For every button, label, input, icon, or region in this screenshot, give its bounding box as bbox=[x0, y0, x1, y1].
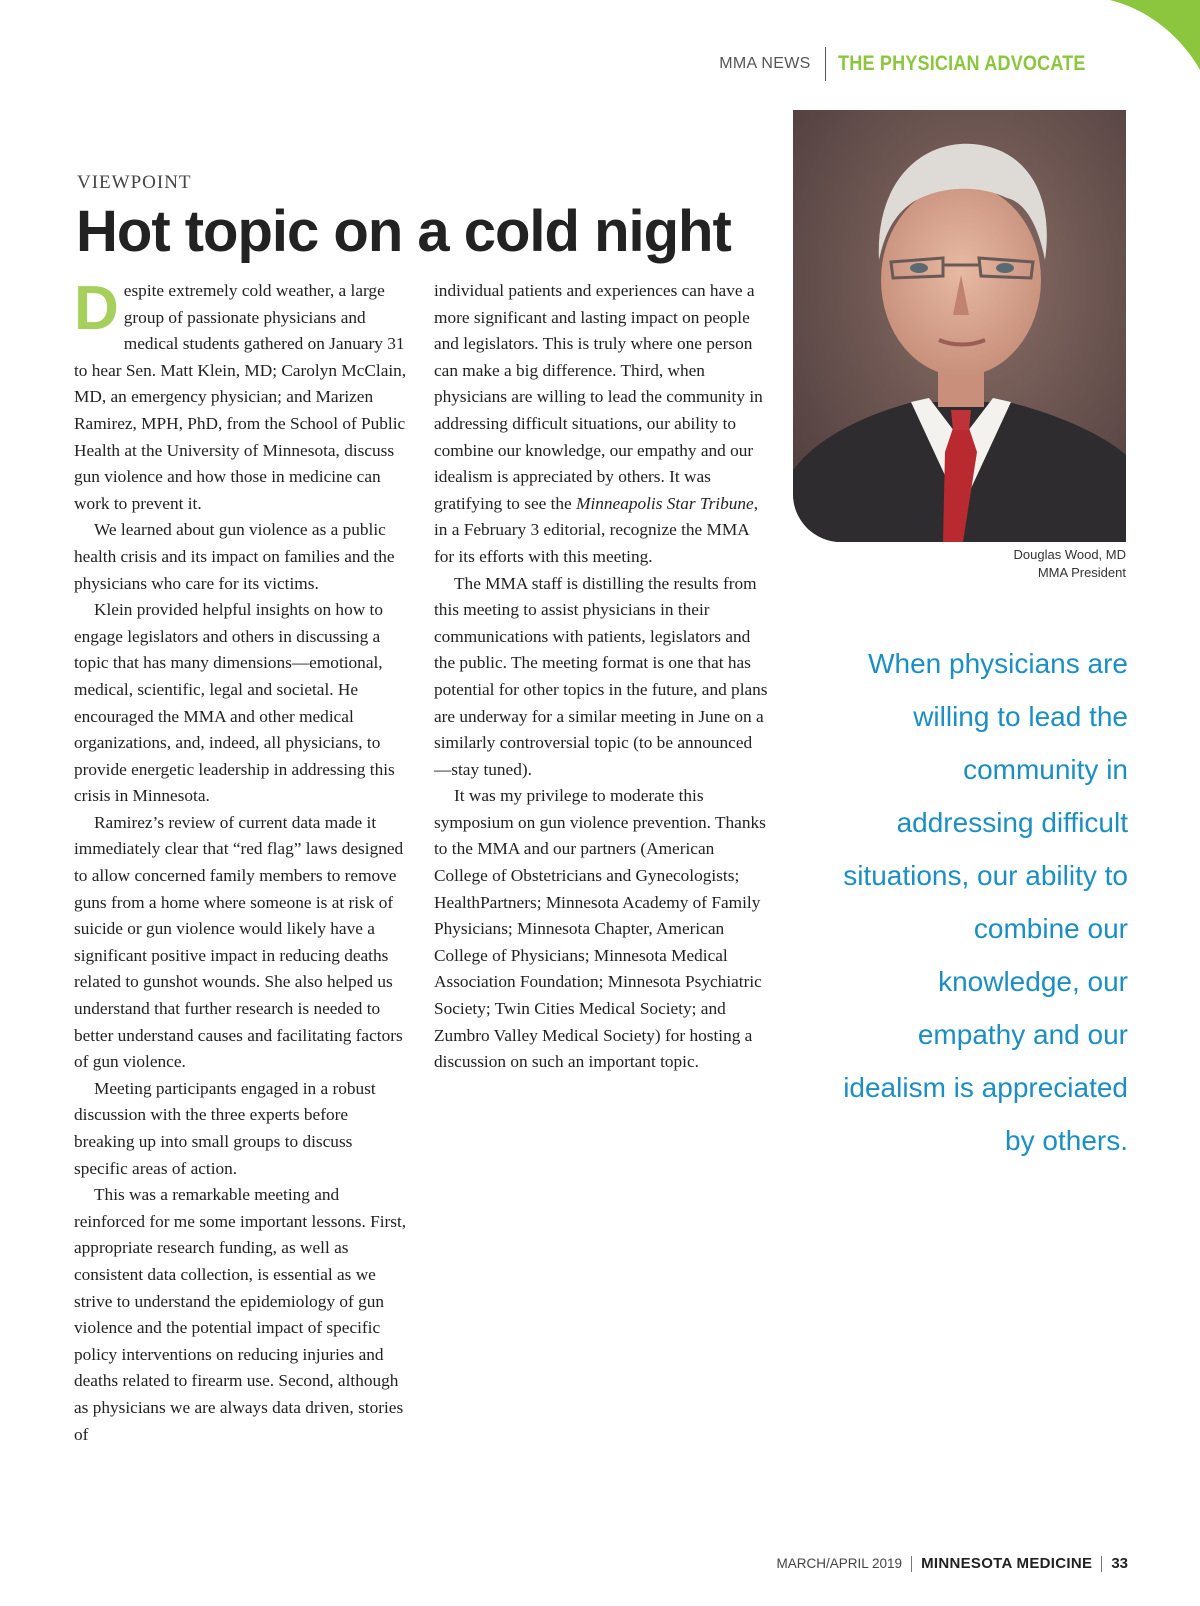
caption-title: MMA President bbox=[1037, 565, 1126, 580]
newspaper-name: Minneapolis Star Tribune bbox=[576, 493, 754, 513]
article-paragraph-3: Klein provided helpful insights on how to engage legislators and others in discussing a topic that has many dimensions—emotional, medical, scientific, legal and societal. He encouraged the MMA and other medical organizations, and, indeed, all physicians, to provide energetic leadership in addressing this crisis in Minnesota. bbox=[74, 600, 395, 806]
photo-caption bbox=[1014, 546, 1126, 582]
pull-quote: When physicians are willing to lead the community in addressing difficult situations, our ability to combine our knowledge, our empathy and our idealism is appreciated by others. bbox=[843, 648, 1128, 1156]
article-paragraph-6-continued bbox=[434, 278, 768, 571]
article-paragraph-4: Ramirez’s review of current data made it immediately clear that “red flag” laws designed to allow concerned family members to remove guns from a home where someone is at risk of suicide or gun violence would likely have a significant positive impact in reducing deaths related to gunshot wounds. She also helped us understand that further research is needed to better understand causes and facilitating factors of gun violence. bbox=[74, 812, 404, 1072]
article-headline: Hot topic on a cold night bbox=[76, 199, 731, 264]
issue-date: MARCH/APRIL 2019 bbox=[776, 1556, 903, 1571]
header-column-title: THE PHYSICIAN ADVOCATE bbox=[838, 52, 1086, 75]
article-paragraph-8: It was my privilege to moderate this symposium on gun violence prevention. Thanks to the MMA and our partners (American College of Obstetricians and Gynecologists; HealthPartners; Minnesota Academy of Family Physicians; Minnesota Chapter, American College of Physicians; Minnesota Medical Association Foundation; Minnesota Psychiatric Society; Twin Cities Medical Society; and Zumbro Valley Medical Society) for hosting a discussion on such an important topic. bbox=[434, 786, 766, 1072]
page-number: 33 bbox=[1111, 1555, 1128, 1572]
paragraph-text-end: , in a February 3 editorial, recognize the MMA for its efforts with this meeting. bbox=[434, 493, 759, 566]
caption-name: Douglas Wood, MD bbox=[1013, 547, 1126, 562]
article-paragraph-1 bbox=[74, 274, 410, 517]
article-column-1 bbox=[74, 274, 410, 1448]
page-header bbox=[719, 46, 1128, 82]
paragraph-1-text: espite extremely cold weather, a large group of passionate physicians and medical students gathered on January 31 to hear Sen. Matt Klein, MD; Carolyn McClain, MD, an emergency physician; and Marizen Ramirez, MPH, PhD, from the School of Public Health at the University of Minnesota, discuss gun violence and how those in medicine can work to prevent it. bbox=[74, 281, 407, 513]
portrait-illustration bbox=[793, 110, 1126, 542]
magazine-name: MINNESOTA MEDICINE bbox=[921, 1555, 1093, 1572]
article-paragraph-6: This was a remarkable meeting and reinforced for me some important lessons. First, appropriate research funding, as well as consistent data collection, is essential as we strive to understand the epidemiology of gun violence and the potential impact of specific policy interventions on reducing injuries and deaths related to firearm use. Second, although as physicians we are always data driven, stories of bbox=[74, 1185, 407, 1444]
paragraph-text: individual patients and experiences can have a more significant and lasting impact on people and legislators. This is truly where one person can make a big difference. Third, when physicians are willing to lead the community in addressing difficult situations, our ability to combine our knowledge, our empathy and our idealism is appreciated by others. It was gratifying to see the bbox=[434, 281, 763, 513]
article-paragraph-7: The MMA staff is distilling the results from this meeting to assist physicians in their communications with patients, legislators and the public. The meeting format is one that has potential for other topics in the future, and plans are underway for a similar meeting in June on a similarly controversial topic (to be announced—stay tuned). bbox=[434, 573, 768, 779]
header-section-label: MMA NEWS bbox=[719, 55, 811, 72]
article-column-2 bbox=[434, 278, 768, 1076]
author-portrait bbox=[793, 110, 1126, 542]
drop-cap: D bbox=[74, 274, 119, 343]
article-paragraph-5: Meeting participants engaged in a robust discussion with the three experts before breaking up into small groups to discuss specific areas of action. bbox=[74, 1078, 376, 1178]
page-footer bbox=[777, 1555, 1129, 1572]
article-kicker: VIEWPOINT bbox=[77, 172, 192, 193]
article-paragraph-2: We learned about gun violence as a public health crisis and its impact on families and the physicians who care for its victims. bbox=[74, 520, 395, 593]
